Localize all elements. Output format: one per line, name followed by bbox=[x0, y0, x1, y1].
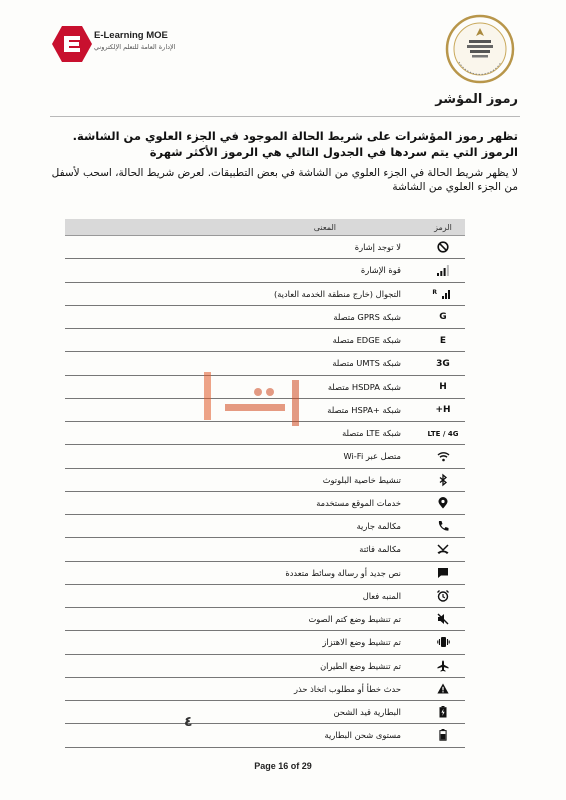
table-row bbox=[65, 701, 465, 724]
mute-icon bbox=[421, 608, 465, 631]
table-row bbox=[65, 398, 465, 421]
table-row bbox=[65, 236, 465, 259]
table-row bbox=[65, 631, 465, 654]
meaning-cell: شبكة LTE متصلة bbox=[65, 422, 421, 445]
meaning-cell: شبكة EDGE متصلة bbox=[65, 329, 421, 352]
table-row bbox=[65, 468, 465, 491]
meaning-cell: شبكة HSDPA متصلة bbox=[65, 375, 421, 398]
meaning-cell: التجوال (خارج منطقة الخدمة العادية) bbox=[65, 282, 421, 305]
table-row bbox=[65, 329, 465, 352]
wifi-icon bbox=[421, 445, 465, 468]
svg-text:R: R bbox=[431, 288, 437, 296]
table-row bbox=[65, 375, 465, 398]
table-row bbox=[65, 584, 465, 607]
vibrate-icon bbox=[421, 631, 465, 654]
intro-paragraph-bold: تظهر رموز المؤشرات على شريط الحالة الموجود في الجزء العلوي من الشاشة. الرموز التي يتم سردها في الجدول التالي هي الرموز الأكثر شهرة bbox=[72, 129, 518, 159]
section-title: رموز المؤشر bbox=[435, 92, 518, 107]
bluetooth-icon bbox=[421, 468, 465, 491]
symbol-glyph: E bbox=[439, 335, 447, 346]
table-row bbox=[65, 282, 465, 305]
logo-text bbox=[94, 30, 184, 51]
symbol-glyph: LTE / 4G bbox=[427, 429, 459, 438]
e-learning-logo-icon bbox=[52, 25, 92, 63]
logo-title: E-Learning MOE bbox=[94, 30, 168, 41]
message-icon bbox=[421, 561, 465, 584]
edge-icon bbox=[421, 329, 465, 352]
table-row bbox=[65, 352, 465, 375]
hsdpa-icon bbox=[421, 375, 465, 398]
column-header-meaning: المعنى bbox=[65, 219, 421, 236]
table-row bbox=[65, 259, 465, 282]
meaning-cell: حدث خطأ أو مطلوب اتخاذ حذر bbox=[65, 677, 421, 700]
meaning-cell: خدمات الموقع مستخدمة bbox=[65, 491, 421, 514]
table-row bbox=[65, 677, 465, 700]
meaning-cell: شبكة UMTS متصلة bbox=[65, 352, 421, 375]
hspa-plus-icon bbox=[421, 398, 465, 421]
table-row bbox=[65, 515, 465, 538]
table-row bbox=[65, 654, 465, 677]
column-header-symbol: الرمز bbox=[421, 219, 465, 236]
meaning-cell: لا توجد إشارة bbox=[65, 236, 421, 259]
no-signal-icon bbox=[421, 236, 465, 259]
table-row bbox=[65, 561, 465, 584]
intro-paragraph: لا يظهر شريط الحالة في الجزء العلوي من الشاشة في بعض التطبيقات. لعرض شريط الحالة، اسحب لأسفل من الجزء العلوي من الشاشة bbox=[51, 167, 518, 193]
symbol-glyph: G bbox=[439, 312, 447, 323]
gprs-icon bbox=[421, 305, 465, 328]
airplane-icon bbox=[421, 654, 465, 677]
meaning-cell: مكالمة جارية bbox=[65, 515, 421, 538]
meaning-cell: مستوى شحن البطارية bbox=[65, 724, 421, 747]
meaning-cell: قوة الإشارة bbox=[65, 259, 421, 282]
symbol-glyph: 3G bbox=[436, 358, 450, 369]
table-row bbox=[65, 608, 465, 631]
table-row bbox=[65, 491, 465, 514]
meaning-cell: مكالمة فائتة bbox=[65, 538, 421, 561]
battery-level-icon bbox=[421, 724, 465, 747]
missed-call-icon bbox=[421, 538, 465, 561]
page-number-arabic: ٤ bbox=[184, 714, 193, 730]
location-icon bbox=[421, 491, 465, 514]
warning-icon bbox=[421, 677, 465, 700]
table-row bbox=[65, 422, 465, 445]
symbol-glyph: H+ bbox=[435, 405, 451, 416]
meaning-cell: البطارية قيد الشحن bbox=[65, 701, 421, 724]
table-row bbox=[65, 305, 465, 328]
table-header-row bbox=[65, 219, 465, 236]
page-footer: Page 16 of 29 bbox=[254, 761, 312, 771]
table-row bbox=[65, 538, 465, 561]
umts-icon bbox=[421, 352, 465, 375]
battery-charging-icon bbox=[421, 701, 465, 724]
meaning-cell: المنبه فعال bbox=[65, 584, 421, 607]
alarm-icon bbox=[421, 584, 465, 607]
meaning-cell: تم تنشيط وضع الطيران bbox=[65, 654, 421, 677]
section-divider bbox=[50, 116, 520, 117]
logo-subtitle: الإدارة العامة للتعلم الإلكتروني bbox=[94, 43, 176, 51]
ministry-seal-icon bbox=[445, 14, 515, 84]
meaning-cell: شبكة +HSPA متصلة bbox=[65, 398, 421, 421]
meaning-cell: تنشيط خاصية البلوتوث bbox=[65, 468, 421, 491]
meaning-cell: متصل عبر Wi-Fi bbox=[65, 445, 421, 468]
call-icon bbox=[421, 515, 465, 538]
lte-icon bbox=[421, 422, 465, 445]
signal-strength-icon bbox=[421, 259, 465, 282]
meaning-cell: شبكة GPRS متصلة bbox=[65, 305, 421, 328]
meaning-cell: نص جديد أو رسالة وسائط متعددة bbox=[65, 561, 421, 584]
symbol-glyph: H bbox=[439, 382, 447, 393]
table-row bbox=[65, 724, 465, 747]
table-row bbox=[65, 445, 465, 468]
roaming-icon bbox=[421, 282, 465, 305]
indicator-icons-table bbox=[65, 219, 465, 748]
meaning-cell: تم تنشيط وضع الاهتزاز bbox=[65, 631, 421, 654]
meaning-cell: تم تنشيط وضع كتم الصوت bbox=[65, 608, 421, 631]
